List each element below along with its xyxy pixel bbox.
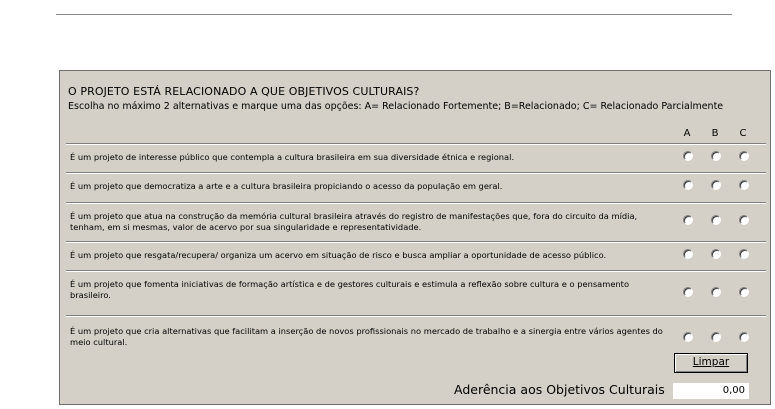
column-header-a: A bbox=[683, 128, 691, 139]
objective-row bbox=[66, 202, 766, 239]
clear-button[interactable] bbox=[674, 353, 748, 373]
radio-option-b[interactable] bbox=[711, 180, 721, 190]
radio-option-b[interactable] bbox=[711, 151, 721, 161]
objective-row bbox=[66, 143, 766, 170]
objective-text: É um projeto de interesse público que contempla a cultura brasileira em sua diversidade étnica e regional. bbox=[70, 152, 515, 162]
clear-button-label: Limpar bbox=[692, 356, 730, 368]
objective-text: É um projeto que fomenta iniciativas de formação artística e de gestores culturais e estimula a reflexão sobre cultura e o pensamento brasileiro. bbox=[70, 279, 630, 300]
radio-option-c[interactable] bbox=[739, 215, 749, 225]
top-divider bbox=[56, 14, 732, 15]
adherence-value-field[interactable]: 0,00 bbox=[672, 382, 750, 400]
radio-option-c[interactable] bbox=[739, 151, 749, 161]
objective-row bbox=[66, 172, 766, 199]
objective-row bbox=[66, 315, 766, 352]
radio-option-b[interactable] bbox=[711, 215, 721, 225]
cultural-objectives-panel bbox=[59, 70, 771, 405]
objective-text: É um projeto que atua na construção da memória cultural brasileira através do registro de manifestações que, fora do circuito da mídia, tenham, em si mesmas, valor de acervo por sua singularidade e representatividade. bbox=[70, 211, 638, 232]
form-instruction: Escolha no máximo 2 alternativas e marque uma das opções: A= Relacionado Fortemente; B=Relacionado; C= Relacionado Parcialmente bbox=[68, 101, 724, 112]
radio-option-a[interactable] bbox=[683, 249, 693, 259]
objective-text: É um projeto que cria alternativas que facilitam a inserção de novos profissionais no mercado de trabalho e a sinergia entre vários agentes do meio cultural. bbox=[70, 326, 663, 347]
column-header-c: C bbox=[739, 128, 747, 139]
radio-option-b[interactable] bbox=[711, 332, 721, 342]
column-header-b: B bbox=[711, 128, 719, 139]
radio-option-c[interactable] bbox=[739, 249, 749, 259]
objective-row bbox=[66, 241, 766, 268]
radio-option-c[interactable] bbox=[739, 287, 749, 297]
adherence-label: Aderência aos Objetivos Culturais bbox=[454, 382, 665, 397]
radio-option-a[interactable] bbox=[683, 332, 693, 342]
radio-option-c[interactable] bbox=[739, 332, 749, 342]
radio-option-a[interactable] bbox=[683, 287, 693, 297]
objective-text: É um projeto que democratiza a arte e a cultura brasileira propiciando o acesso da população em geral. bbox=[70, 181, 503, 191]
radio-option-c[interactable] bbox=[739, 180, 749, 190]
radio-option-a[interactable] bbox=[683, 180, 693, 190]
radio-option-a[interactable] bbox=[683, 151, 693, 161]
objective-text: É um projeto que resgata/recupera/ organiza um acervo em situação de risco e busca ampliar a oportunidade de acesso público. bbox=[70, 250, 607, 260]
objective-row bbox=[66, 270, 766, 313]
radio-option-a[interactable] bbox=[683, 215, 693, 225]
form-title: O PROJETO ESTÁ RELACIONADO A QUE OBJETIVOS CULTURAIS? bbox=[68, 85, 420, 98]
radio-option-b[interactable] bbox=[711, 249, 721, 259]
radio-option-b[interactable] bbox=[711, 287, 721, 297]
